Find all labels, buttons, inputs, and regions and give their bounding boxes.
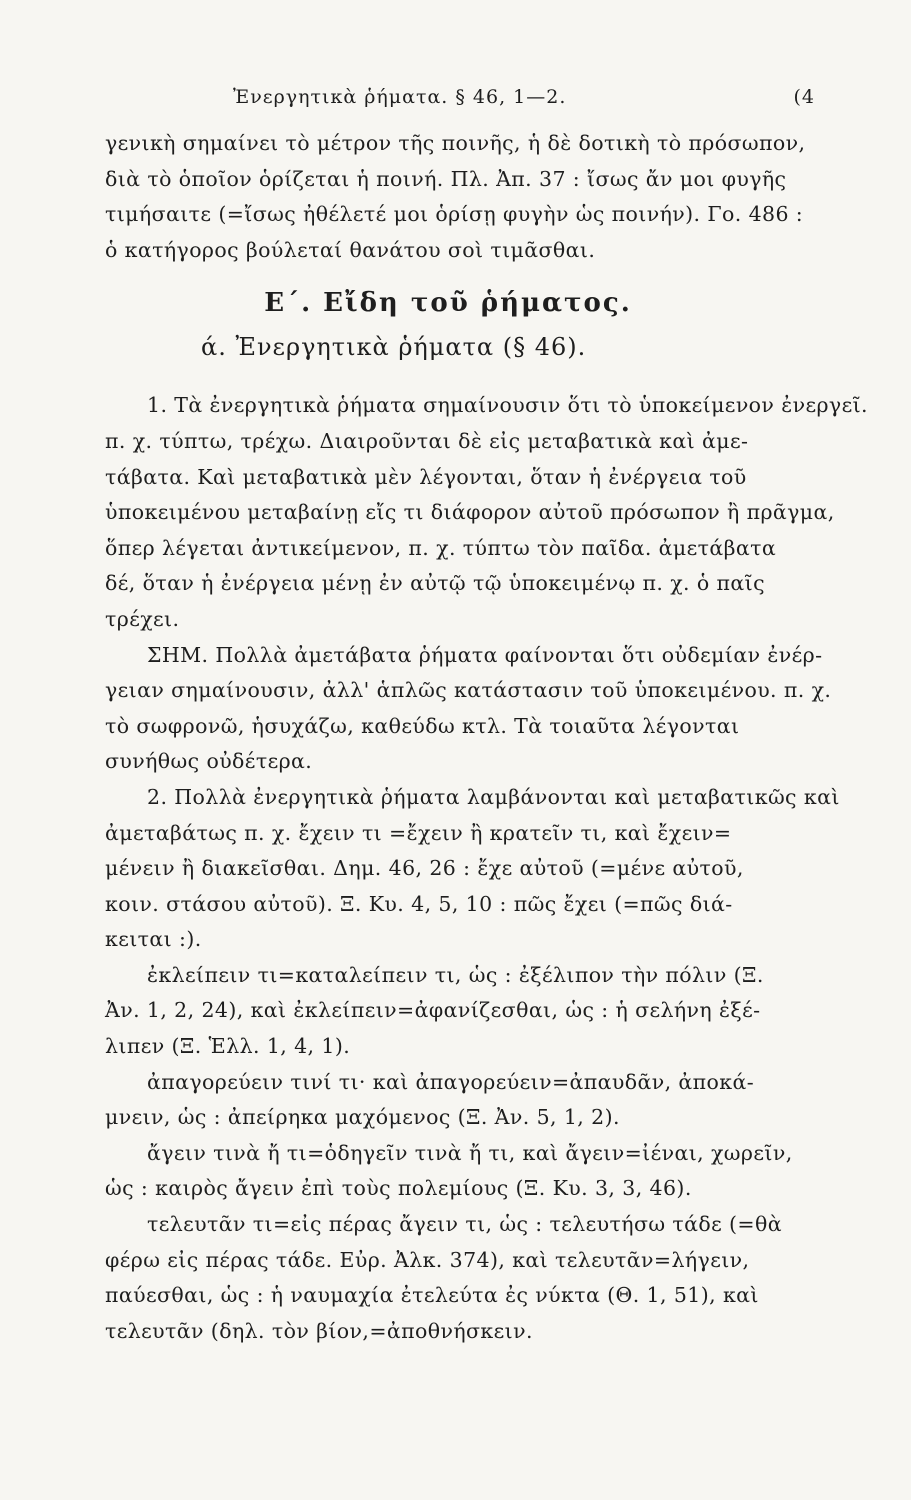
text-line: μένειν ἢ διακεῖσθαι. Δημ. 46, 26 : ἔχε αὐτοῦ (=μένε αὐτοῦ, [105,856,744,881]
text-line: ὡς : καιρὸς ἄγειν ἐπὶ τοὺς πολεμίους (Ξ. Κυ. 3, 3, 46). [105,1176,692,1201]
text-line: κοιν. στάσου αὐτοῦ). Ξ. Κυ. 4, 5, 10 : πῶς ἔχει (=πῶς διά- [105,891,733,916]
text-line: λιπεν (Ξ. Ἑλλ. 1, 4, 1). [105,1034,351,1059]
section-title: Ε΄. Εἴδη τοῦ ῥήματος. [264,288,632,319]
text-line: ὅπερ λέγεται ἀντικείμενον, π. χ. τύπτω τὸν παῖδα. ἀμετάβατα [105,535,777,560]
note-line: ΣΗΜ. Πολλὰ ἀμετάβατα ῥήματα φαίνονται ὅτι οὐδεμίαν ἐνέρ- [147,642,823,667]
text-line: τελευτᾶν (δηλ. τὸν βίον,=ἀποθνήσκειν. [105,1318,533,1343]
text-line: δέ, ὅταν ἡ ἐνέργεια μένῃ ἐν αὐτῷ τῷ ὑποκειμένῳ π. χ. ὁ παῖς [105,571,765,596]
text-line: διὰ τὸ ὁποῖον ὁρίζεται ἡ ποινή. Πλ. Ἀπ. 37 : ἴσως ἄν μοι φυγῆς [105,166,787,191]
running-head-title: Ἐνεργητικὰ ῥήματα. § 46, 1—2. [233,86,567,108]
text-line: φέρω εἰς πέρας τάδε. Εὐρ. Ἀλκ. 374), καὶ τελευτᾶν=λήγειν, [105,1247,750,1272]
page-number: (4 [793,86,815,108]
text-line: ὑποκειμένου μεταβαίνῃ εἴς τι διάφορον αὐτοῦ πρόσωπον ἢ πρᾶγμα, [105,500,835,525]
text-line: 1. Τὰ ἐνεργητικὰ ῥήματα σημαίνουσιν ὅτι τὸ ὑποκείμενον ἐνεργεῖ. [147,393,868,418]
running-head [105,86,815,126]
text-line: Ἀν. 1, 2, 24), καὶ ἐκλείπειν=ἀφανίζεσθαι, ὡς : ἡ σελήνη ἐξέ- [105,998,761,1023]
text-line: ἄγειν τινὰ ἤ τι=ὁδηγεῖν τινὰ ἤ τι, καὶ ἄγειν=ἰέναι, χωρεῖν, [147,1140,793,1165]
text-line: παύεσθαι, ὡς : ἡ ναυμαχία ἐτελεύτα ἐς νύκτα (Θ. 1, 51), καὶ [105,1283,759,1308]
text-line: μνειν, ὡς : ἀπείρηκα μαχόμενος (Ξ. Ἀν. 5, 1, 2). [105,1105,620,1130]
text-line: ἀμεταβάτως π. χ. ἔχειν τι =ἔχειν ἢ κρατεῖν τι, καὶ ἔχειν= [105,820,732,845]
text-line: γειαν σημαίνουσιν, ἀλλ' ἁπλῶς κατάστασιν τοῦ ὑποκειμένου. π. χ. [105,678,832,703]
text-line: τελευτᾶν τι=εἰς πέρας ἄγειν τι, ὡς : τελευτήσω τάδε (=θὰ [147,1212,782,1237]
text-line: συνήθως οὐδέτερα. [105,749,313,774]
text-line: ἐκλείπειν τι=καταλείπειν τι, ὡς : ἐξέλιπον τὴν πόλιν (Ξ. [147,962,764,987]
text-line: 2. Πολλὰ ἐνεργητικὰ ῥήματα λαμβάνονται καὶ μεταβατικῶς καὶ [147,784,840,809]
text-line: τρέχει. [105,606,180,631]
text-line: π. χ. τύπτω, τρέχω. Διαιροῦνται δὲ εἰς μεταβατικὰ καὶ ἀμε- [105,428,749,453]
subsection-title: ά. Ἐνεργητικὰ ῥήματα (§ 46). [201,333,587,362]
text-line: ἀπαγορεύειν τινί τι· καὶ ἀπαγορεύειν=ἀπαυδᾶν, ἀποκά- [147,1069,755,1094]
text-line: τάβατα. Καὶ μεταβατικὰ μὲν λέγονται, ὅταν ἡ ἐνέργεια τοῦ [105,464,747,489]
text-line: γενικὴ σημαίνει τὸ μέτρον τῆς ποινῆς, ἡ δὲ δοτικὴ τὸ πρόσωπον, [105,131,806,155]
text-block [105,126,868,1349]
text-line: ὁ κατήγορος βούλεταί θανάτου σοὶ τιμᾶσθαι. [105,237,596,262]
text-line: κειται :). [105,927,202,952]
text-line: τιμήσαιτε (=ἴσως ἠθέλετέ μοι ὁρίσῃ φυγὴν ὡς ποινήν). Γο. 486 : [105,202,804,227]
text-line: τὸ σωφρονῶ, ἡσυχάζω, καθεύδω κτλ. Τὰ τοιαῦτα λέγονται [105,713,740,738]
